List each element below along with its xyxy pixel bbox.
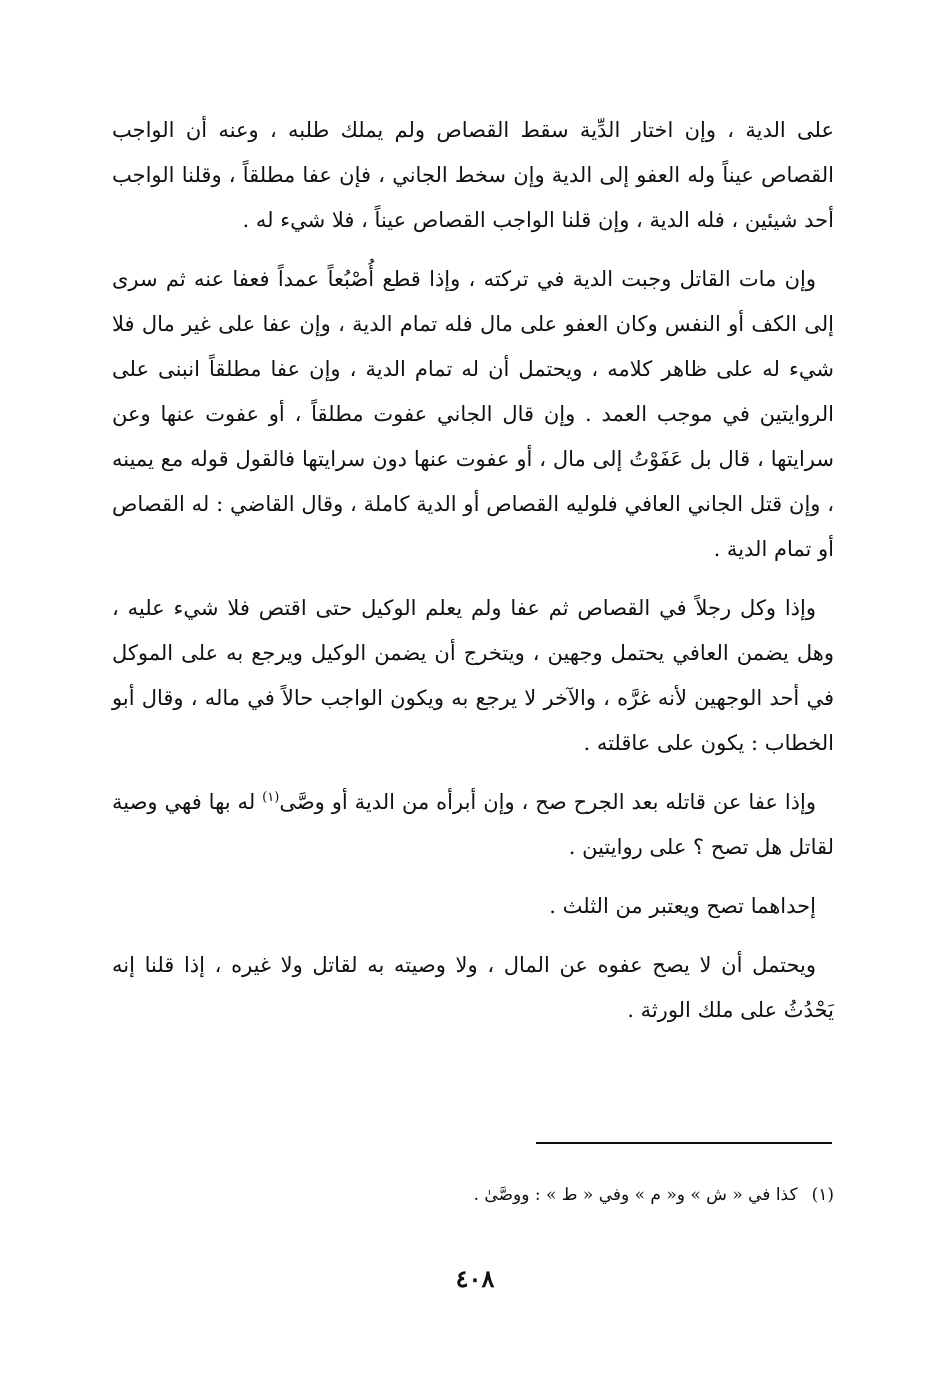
main-text [112, 108, 834, 1047]
page-number: ٤٠٨ [455, 1264, 495, 1293]
paragraph-4-start: وإذا عفا عن قاتله بعد الجرح صح ، وإن أبرأه من الدية أو وصَّى [279, 790, 816, 814]
footnote-number: (١) [811, 1185, 834, 1205]
paragraph-6: ويحتمل أن لا يصح عفوه عن المال ، ولا وصيته به لقاتل ولا غيره ، إذا قلنا إنه يَحْدُثُ على ملك الورثة . [112, 953, 834, 1022]
footnote-divider [536, 1142, 832, 1144]
paragraph-4 [112, 780, 834, 870]
paragraph-2: وإن مات القاتل وجبت الدية في تركته ، وإذا قطع أُصْبُعاً عمداً فعفا عنه ثم سرى إلى الكف أو النفس وكان العفو على مال فله تمام الدية ، وإن عفا على غير مال فلا شيء له على ظاهر كلامه ، ويحتمل أن له تمام الدية ، وإن عفا مطلقاً انبنى على الروايتين في موجب العمد . وإن قال الجاني عفوت مطلقاً ، أو عفوت عنها وعن سرايتها ، قال بل عَفَوْتُ إلى مال ، أو عفوت عنها دون سرايتها فالقول قوله مع يمينه ، وإن قتل الجاني العافي فلوليه القصاص أو الدية كاملة ، وقال القاضي : له القصاص أو تمام الدية . [112, 267, 834, 561]
paragraph-3: وإذا وكل رجلاً في القصاص ثم عفا ولم يعلم الوكيل حتى اقتص فلا شيء عليه ، وهل يضمن العافي يحتمل وجهين ، ويتخرج أن يضمن الوكيل ويرجع به على الموكل في أحد الوجهين لأنه غرَّه ، والآخر لا يرجع به ويكون الواجب حالاً في ماله ، وقال أبو الخطاب : يكون على عاقلته . [112, 596, 834, 755]
footnote-marker[interactable]: (١) [262, 790, 280, 805]
footnote [134, 1180, 834, 1210]
footnote-text: كذا في « ش » و« م » وفي « ط » : ووصَّىٰ . [473, 1185, 798, 1205]
paragraph-5: إحداهما تصح ويعتبر من الثلث . [549, 894, 816, 918]
paragraph-4-end: له بها فهي وصية لقاتل هل تصح ؟ على روايتين . [112, 790, 834, 859]
paragraph-1: على الدية ، وإن اختار الدِّية سقط القصاص ولم يملك طلبه ، وعنه أن الواجب القصاص عيناً وله العفو إلى الدية وإن سخط الجاني ، فإن عفا مطلقاً ، وقلنا الواجب أحد شيئين ، فله الدية ، وإن قلنا الواجب القصاص عيناً ، فلا شيء له . [112, 118, 834, 232]
